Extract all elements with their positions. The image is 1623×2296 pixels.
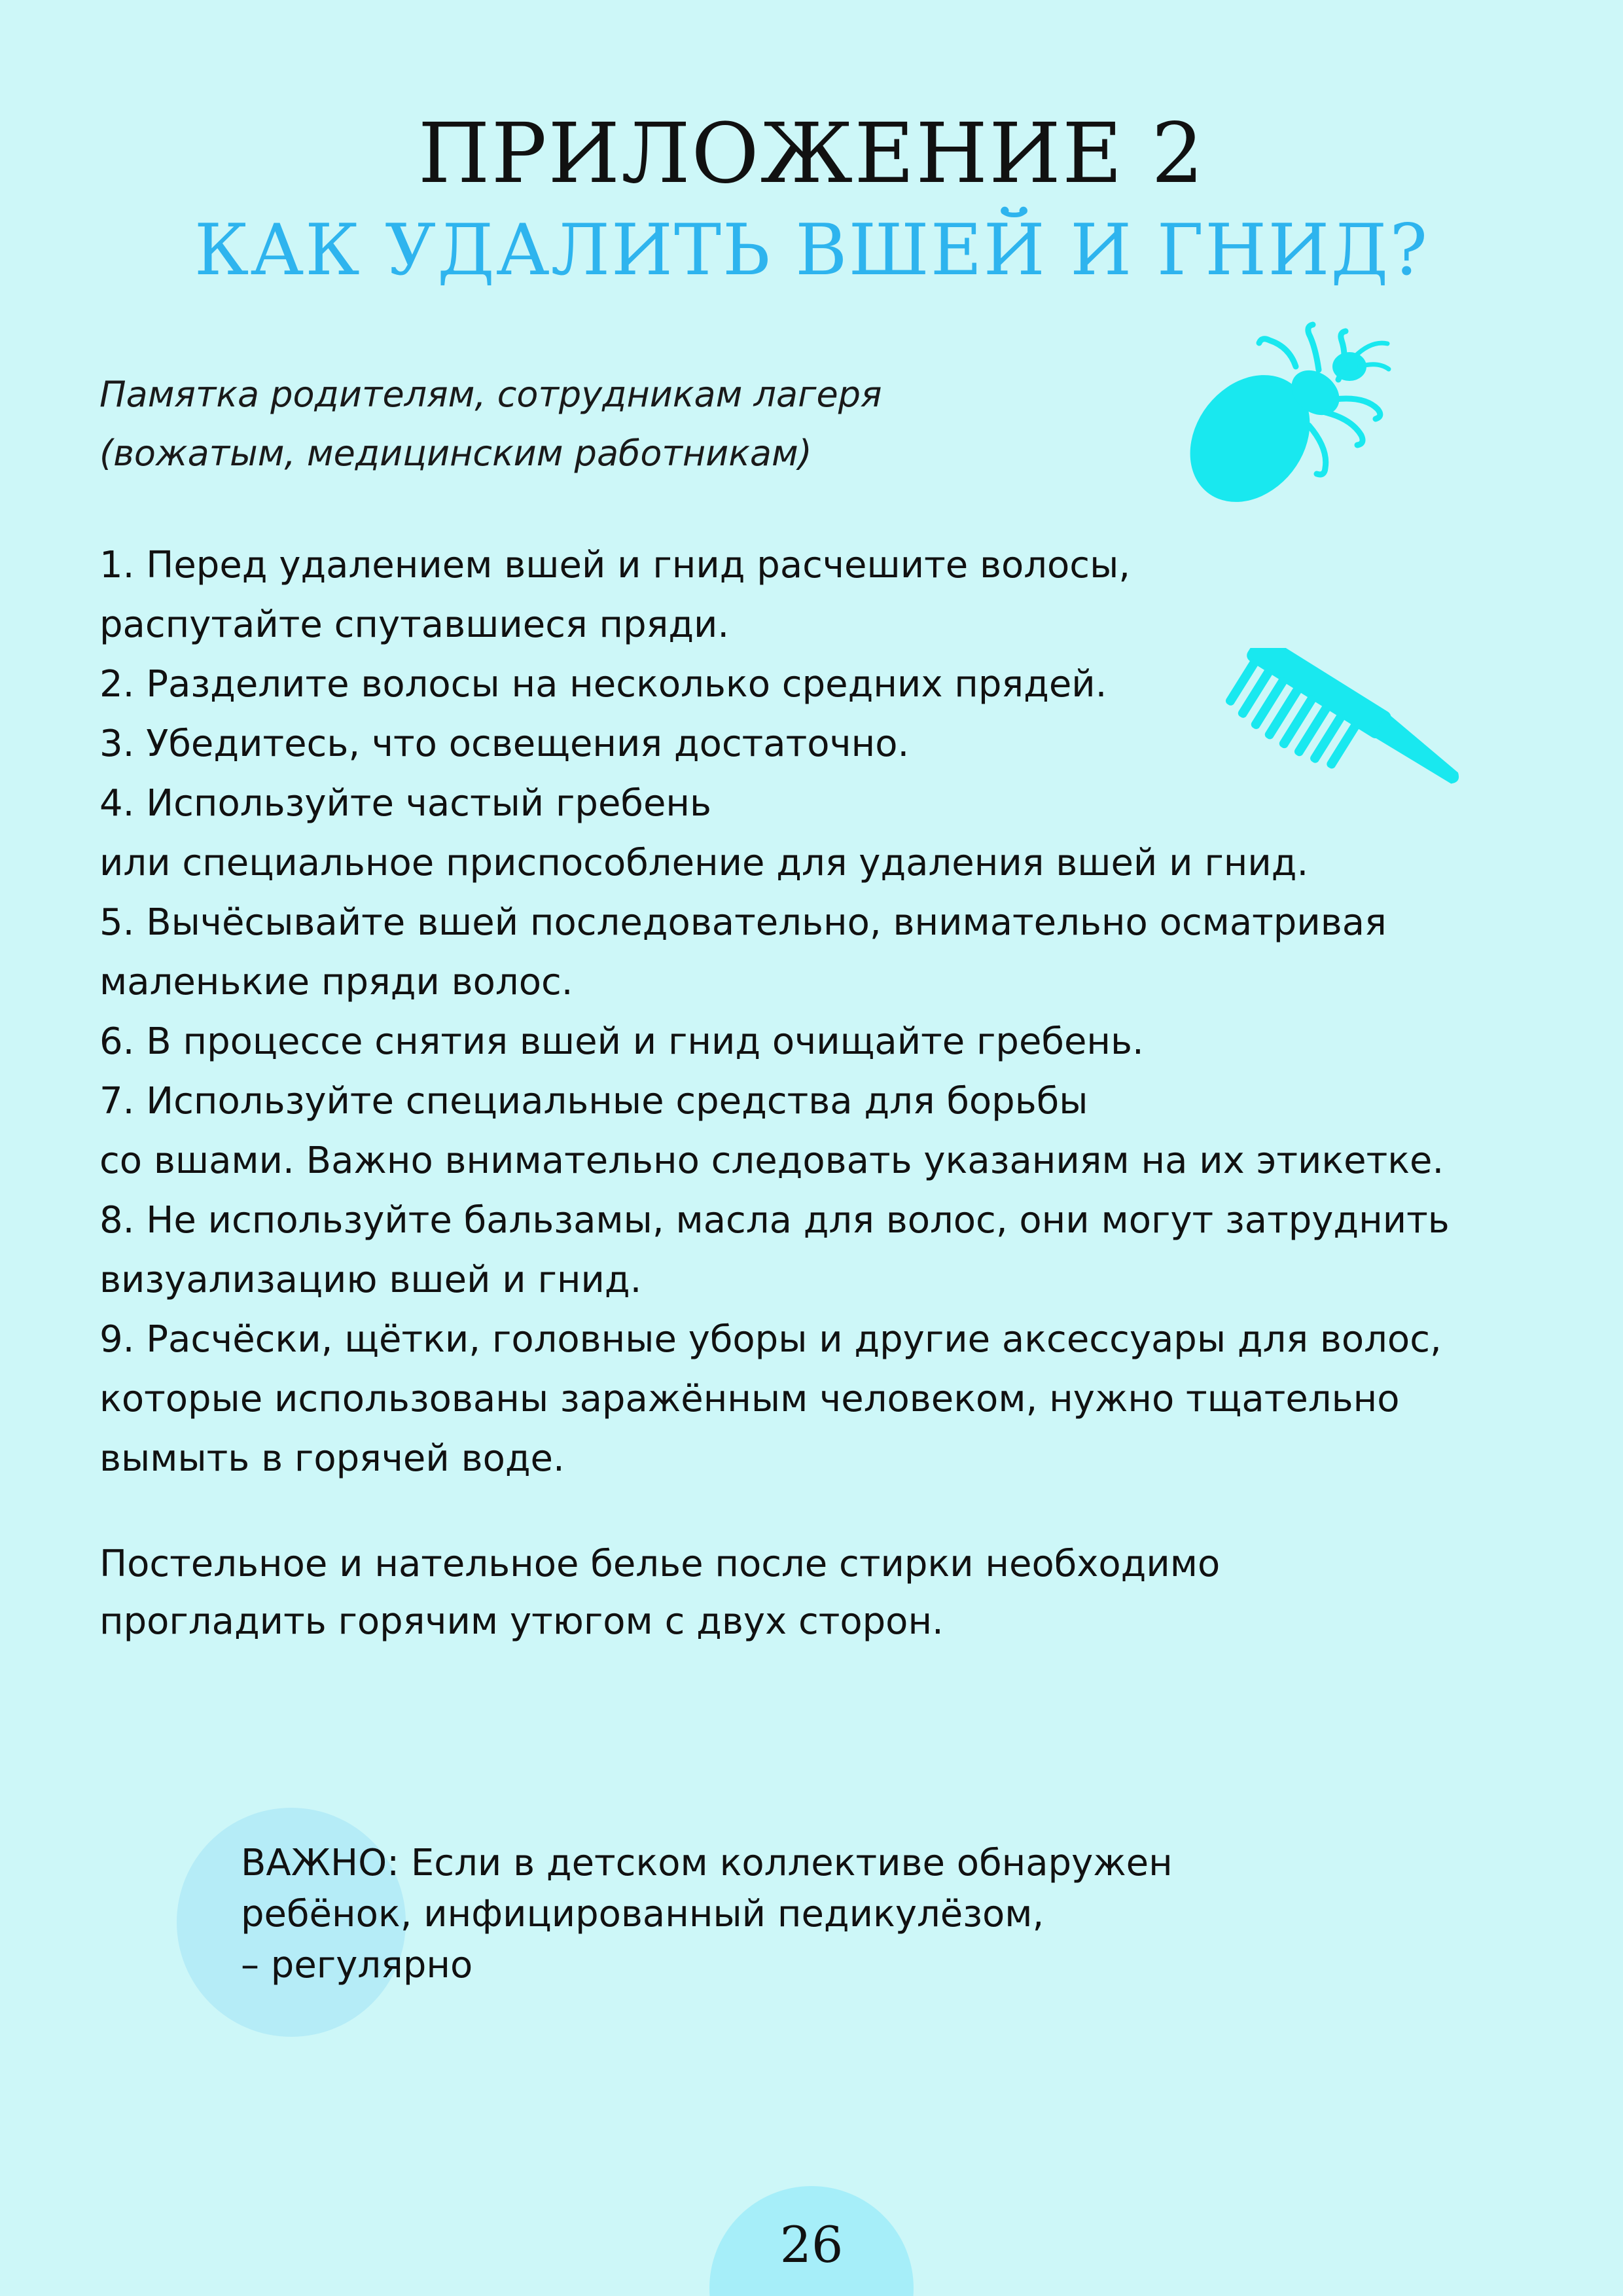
list-item: 4. Используйте частый гребень: [99, 782, 712, 825]
list-item: вымыть в горячей воде.: [99, 1437, 565, 1480]
memo-line: (вожатым, медицинским работникам): [99, 433, 812, 474]
instruction-list: [99, 535, 1565, 1488]
memo-line: Памятка родителям, сотрудникам лагеря: [99, 374, 882, 415]
list-item: маленькие пряди волос.: [99, 961, 573, 1003]
important-note: [241, 1838, 1419, 1991]
important-line: – регулярно: [241, 1944, 473, 1986]
list-item: 2. Разделите волосы на несколько средних прядей.: [99, 663, 1107, 706]
list-item: которые использованы заражённым человеком, нужно тщательно: [99, 1378, 1400, 1420]
list-item: 9. Расчёски, щётки, головные уборы и другие аксессуары для волос,: [99, 1318, 1442, 1361]
important-line: ребёнок, инфицированный педикулёзом,: [241, 1893, 1044, 1935]
list-item: 3. Убедитесь, что освещения достаточно.: [99, 723, 910, 765]
linen-paragraph: [99, 1535, 1539, 1651]
louse-icon: [1178, 321, 1394, 517]
list-item: 7. Используйте специальные средства для борьбы: [99, 1080, 1088, 1122]
memo-note: [99, 365, 1147, 483]
list-item: 1. Перед удалением вшей и гнид расчешите волосы,: [99, 544, 1131, 586]
linen-line: прогладить горячим утюгом с двух сторон.: [99, 1600, 944, 1643]
list-item: 5. Вычёсывайте вшей последовательно, внимательно осматривая: [99, 901, 1387, 944]
linen-line: Постельное и нательное белье после стирки необходимо: [99, 1543, 1221, 1585]
page-title: ПРИЛОЖЕНИЕ 2: [418, 105, 1205, 202]
list-item: распутайте спутавшиеся пряди.: [99, 603, 730, 646]
page-subtitle: КАК УДАЛИТЬ ВШЕЙ И ГНИД?: [194, 209, 1429, 291]
page-number: 26: [779, 2215, 844, 2274]
list-item: или специальное приспособление для удаления вшей и гнид.: [99, 842, 1309, 884]
important-line: ВАЖНО: Если в детском коллективе обнаружен: [241, 1842, 1173, 1884]
list-item: со вшами. Важно внимательно следовать указаниям на их этикетке.: [99, 1139, 1444, 1182]
list-item: 6. В процессе снятия вшей и гнид очищайте гребень.: [99, 1020, 1144, 1063]
list-item: 8. Не используйте бальзамы, масла для волос, они могут затруднить: [99, 1199, 1450, 1242]
list-item: визуализацию вшей и гнид.: [99, 1259, 642, 1301]
